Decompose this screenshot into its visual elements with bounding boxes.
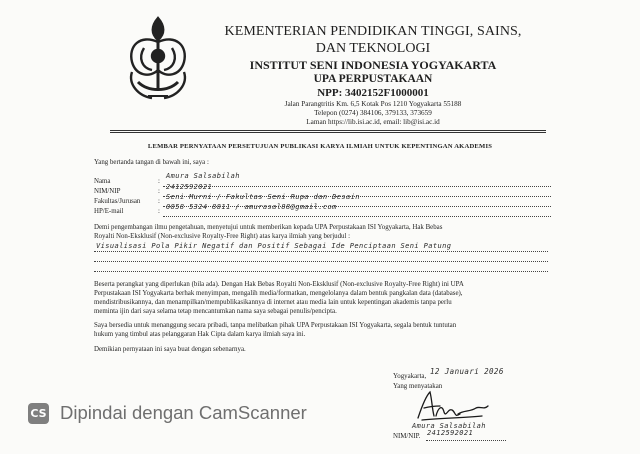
field-label-contact: HP/E-mail (94, 208, 124, 215)
isi-logo-icon (118, 12, 198, 104)
header-institute: INSTITUT SENI INDONESIA YOGYAKARTA (249, 58, 497, 72)
consent-paragraph-line: Royalti Non-Eksklusif (Non-exclusive Royalty-Free Right) atas karya ilmiah yang berjudul : (94, 233, 351, 240)
header-divider (110, 130, 546, 131)
signature-place: Yogyakarta, (393, 373, 427, 380)
scanned-document: KEMENTERIAN PENDIDIKAN TINGGI, SAINS, DAN TEKNOLOGI INSTITUT SENI INDONESIA YOGYAKARTA UPA PERPUSTAKAAN NPP: 3402152F1000001 Jalan Parangtritis Km. 6,5 Kotak Pos 1210 Yogyakarta 55188 Telepon (0274) 384106, 379133, 373659 Laman https://lib.isi.ac.id, email: lib@isi.ac.id LEMBAR PERNYATAAN PERSETUJUAN PUBLIKASI KARYA ILMIAH UNTUK KEPENTINGAN AKADEMIS Yang bertanda tangan di bawah ini, saya : Nama : Amura Salsabilah NIM/NIP : 2412592021 Fakultas/Jurusan : Seni Murni / Fakultas Seni Rupa dan Desain HP/E-mail : 0858 5324 8811 / amurasal88@gmail.com Demi pengembangan ilmu pengetahuan, menyetujui untuk memberikan kepada UPA Perpustakaan ISI Yogyakarta, Hak Bebas Royalti Non-Eksklusif (Non-exclusive Royalty-Free Right) atas karya ilmiah yang berjudul : Visualisasi Pola Pikir Negatif dan Positif Sebagai Ide Penciptaan Seni Patung Beserta perangkat yang diperlukan (bila ada). Dengan Hak Bebas Royalti Non-Eksklusif (Non-exclusive Royalty-Free Right) ini UPA Perpustakaan ISI Yogyakarta berhak menyimpan, mengalih media/formatkan, mengelolanya dalam bentuk pangkalan data (database), mendistribusikannya, dan menampilkan/mempublikasikannya di internet atau media lain untuk kepentingan akademis tanpa perlu meminta ijin dari saya selama tetap mencantumkan nama saya sebagai penulis/pencipta. Saya bersedia untuk menanggung secara pribadi, tanpa melibatkan pihak UPA Perpustakaan ISI Yogyakarta, segala bentuk tuntutan hukum yang timbul atas pelanggaran Hak Cipta dalam karya ilmiah saya ini. Demikian pernyataan ini saya buat dengan sebenarnya. Yogyakarta, 12 Januari 2026 Yang menyatakan Amura Salsabilah NIM/NIP. 2412592021 CS Dipindai dengan CamScanner (0, 0, 640, 454)
signature-date: 12 Januari 2026 (430, 367, 504, 376)
field-value-nim: 2412592021 (166, 183, 213, 191)
field-value-nama: Amura Salsabilah (166, 172, 240, 180)
field-value-faculty: Seni Murni / Fakultas Seni Rupa dan Desain (166, 193, 360, 201)
header-address: Jalan Parangtritis Km. 6,5 Kotak Pos 1210 Yogyakarta 55188 (284, 100, 462, 108)
dotted-line (94, 271, 548, 272)
consent-paragraph-line: Demi pengembangan ilmu pengetahuan, menyetujui untuk memberikan kepada UPA Perpustakaan ISI Yogyakarta, Hak Bebas (94, 224, 443, 231)
dotted-line (94, 251, 548, 252)
field-value-contact: 0858 5324 8811 / amurasal88@gmail.com (166, 203, 337, 211)
liability-paragraph-line: Saya bersedia untuk menanggung secara pribadi, tanpa melibatkan pihak UPA Perpustakaan ISI Yogyakarta, segala bentuk tuntutan (94, 322, 457, 329)
header-ministry-2: DAN TEKNOLOGI (315, 41, 431, 56)
camscanner-watermark: Dipindai dengan CamScanner (60, 402, 307, 423)
rights-paragraph-line: Perpustakaan ISI Yogyakarta berhak menyimpan, mengalih media/formatkan, mengelolanya dalam bentuk pangkalan data (database), (94, 290, 463, 297)
signature-name: Amura Salsabilah (412, 422, 486, 430)
rights-paragraph-line: mendistribusikannya, dan menampilkan/mempublikasikannya di internet atau media lain untuk kepentingan akademis tanpa perlu (94, 299, 452, 306)
document-title: LEMBAR PERNYATAAN PERSETUJUAN PUBLIKASI KARYA ILMIAH UNTUK KEPENTINGAN AKADEMIS (147, 143, 493, 150)
header-unit: UPA PERPUSTAKAAN (313, 73, 433, 85)
dotted-line (163, 216, 551, 217)
dotted-line (94, 261, 548, 262)
dotted-line (163, 186, 551, 187)
work-title-value: Visualisasi Pola Pikir Negatif dan Positif Sebagai Ide Penciptaan Seni Patung (96, 242, 452, 250)
header-phone: Telepon (0274) 384106, 379133, 373659 (314, 109, 432, 117)
field-label-faculty: Fakultas/Jurusan (94, 198, 141, 205)
signature-role: Yang menyatakan (393, 383, 443, 390)
camscanner-logo-icon: CS (28, 403, 49, 424)
rights-paragraph-line: meminta ijin dari saya selama tetap mencantumkan nama saya sebagai penulis/pencipta. (94, 308, 337, 315)
field-label-nama: Nama (94, 178, 111, 185)
signature-nim-label: NIM/NIP. (393, 433, 421, 440)
header-ministry: KEMENTERIAN PENDIDIKAN TINGGI, SAINS, (224, 24, 522, 39)
signature-nim-value: 2412592021 (427, 429, 474, 437)
header-npp: NPP: 3402152F1000001 (317, 87, 429, 99)
handwritten-signature-icon (412, 388, 492, 422)
dotted-line (426, 440, 506, 441)
closing-statement: Demikian pernyataan ini saya buat dengan sebenarnya. (94, 346, 246, 353)
rights-paragraph-line: Beserta perangkat yang diperlukan (bila ada). Dengan Hak Bebas Royalti Non-Eksklusif (Non-exclusive Royalty-Free Right) ini UPA (94, 281, 464, 288)
field-label-nim: NIM/NIP (94, 188, 121, 195)
intro-text: Yang bertanda tangan di bawah ini, saya : (94, 159, 209, 166)
header-web: Laman https://lib.isi.ac.id, email: lib@isi.ac.id (306, 118, 440, 126)
header-divider-thin (110, 132, 546, 133)
liability-paragraph-line: hukum yang timbul atas pelanggaran Hak Cipta dalam karya ilmiah saya ini. (94, 331, 306, 338)
